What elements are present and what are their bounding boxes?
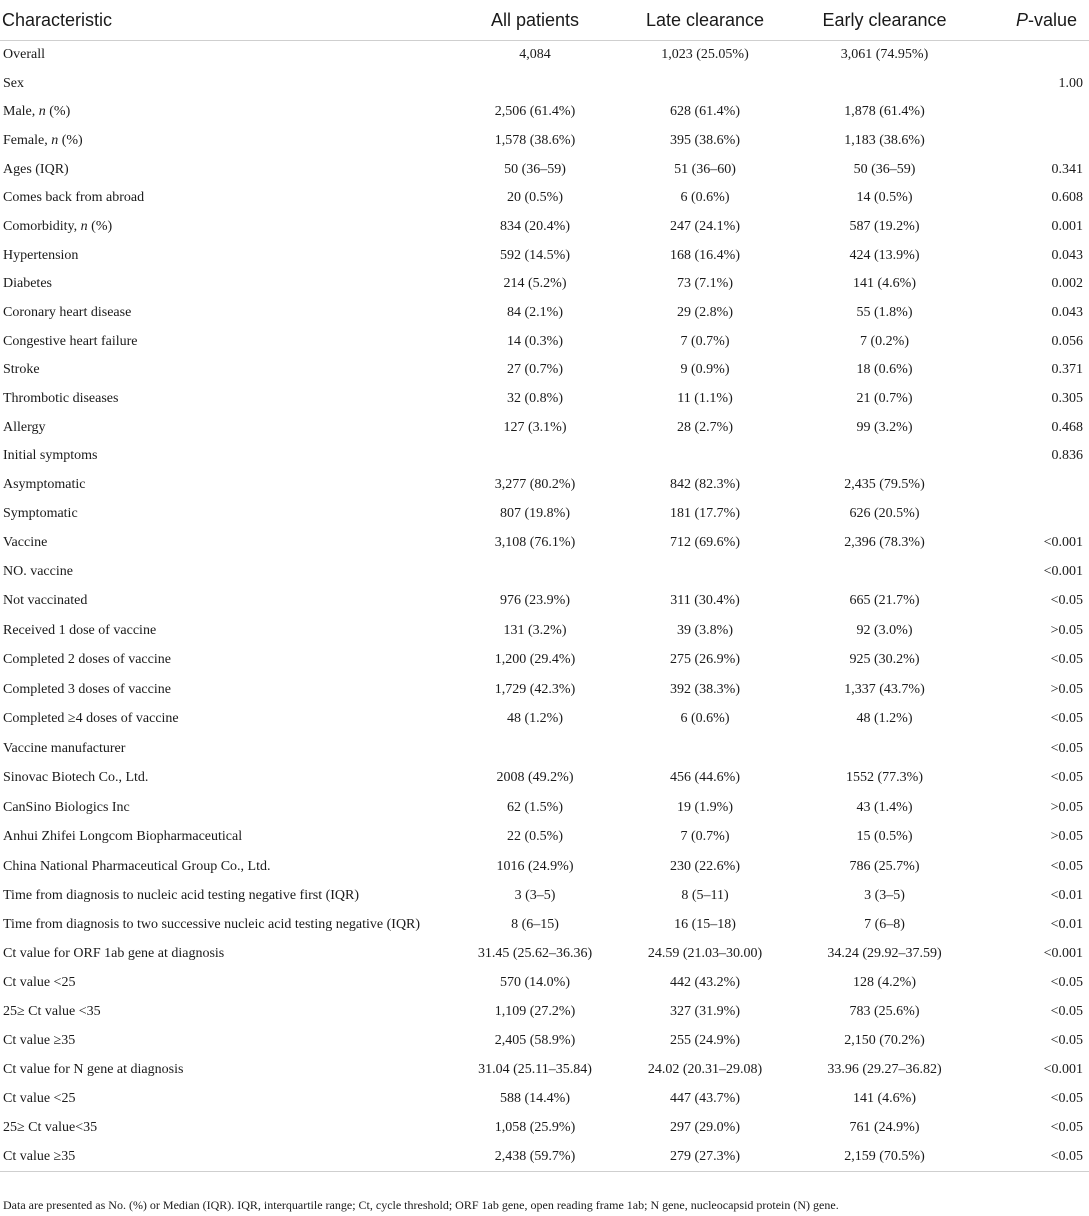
cell-characteristic: Congestive heart failure <box>3 333 138 349</box>
cell-p-value: <0.05 <box>1050 593 1083 609</box>
cell-characteristic: Vaccine manufacturer <box>3 740 126 756</box>
cell-all-patients: 62 (1.5%) <box>507 799 563 815</box>
cell-all-patients: 22 (0.5%) <box>507 829 563 845</box>
cell-late-clearance: 7 (0.7%) <box>680 333 730 349</box>
cell-all-patients: 570 (14.0%) <box>500 974 570 990</box>
cell-late-clearance <box>620 557 790 587</box>
cell-all-patients <box>450 557 620 587</box>
cell-p-value: 0.468 <box>1051 419 1083 435</box>
cell-late-clearance: 327 (31.9%) <box>670 1003 740 1019</box>
header-early-clearance: Early clearance <box>790 0 979 41</box>
cell-p-value: 0.608 <box>1051 190 1083 206</box>
cell-late-clearance <box>620 734 790 764</box>
cell-characteristic: Male, n (%) <box>3 104 71 120</box>
cell-early-clearance: 43 (1.4%) <box>856 799 913 815</box>
cell-late-clearance: 16 (15–18) <box>674 916 736 932</box>
cell-characteristic: Symptomatic <box>3 505 78 521</box>
cell-late-clearance: 255 (24.9%) <box>670 1032 740 1048</box>
cell-all-patients: 1,578 (38.6%) <box>494 132 576 148</box>
cell-characteristic: CanSino Biologics Inc <box>3 799 130 815</box>
cell-all-patients: 27 (0.7%) <box>507 362 563 378</box>
cell-late-clearance: 395 (38.6%) <box>670 132 740 148</box>
cell-early-clearance: 786 (25.7%) <box>849 858 920 874</box>
cell-p-value: <0.01 <box>1050 916 1083 932</box>
cell-early-clearance: 92 (3.0%) <box>856 622 913 638</box>
table-row <box>0 155 1089 184</box>
cell-early-clearance: 55 (1.8%) <box>856 305 913 321</box>
cell-early-clearance: 21 (0.7%) <box>856 391 913 407</box>
cell-early-clearance: 33.96 (29.27–36.82) <box>827 1061 942 1077</box>
table-row <box>0 616 1089 646</box>
cell-early-clearance: 424 (13.9%) <box>849 247 920 263</box>
table-row <box>0 184 1089 213</box>
cell-characteristic: Diabetes <box>3 276 52 292</box>
cell-p-value: <0.001 <box>1043 534 1083 550</box>
cell-all-patients: 3,108 (76.1%) <box>494 534 576 550</box>
cell-all-patients: 3,277 (80.2%) <box>494 477 576 493</box>
table-row <box>0 500 1089 529</box>
cell-late-clearance: 297 (29.0%) <box>670 1119 740 1135</box>
table-row <box>0 586 1089 616</box>
table-row <box>0 1084 1089 1113</box>
cell-late-clearance: 447 (43.7%) <box>670 1090 740 1106</box>
cell-characteristic: Completed ≥4 doses of vaccine <box>3 711 179 727</box>
cell-early-clearance: 7 (6–8) <box>864 916 905 932</box>
table-row <box>0 327 1089 356</box>
cell-early-clearance: 15 (0.5%) <box>856 829 913 845</box>
cell-late-clearance: 7 (0.7%) <box>680 829 730 845</box>
table-header <box>0 0 1089 41</box>
table-row <box>0 1142 1089 1171</box>
cell-late-clearance: 24.02 (20.31–29.08) <box>647 1061 763 1077</box>
cell-characteristic: Ct value <25 <box>3 974 76 990</box>
cell-all-patients: 588 (14.4%) <box>500 1090 570 1106</box>
table-row <box>0 41 1089 70</box>
cell-late-clearance: 392 (38.3%) <box>670 681 740 697</box>
table-row <box>0 241 1089 270</box>
table-row <box>0 1026 1089 1055</box>
cell-p-value: >0.05 <box>1050 681 1083 697</box>
cell-characteristic: Received 1 dose of vaccine <box>3 622 157 638</box>
cell-characteristic: Not vaccinated <box>3 593 88 609</box>
cell-all-patients: 4,084 <box>519 47 551 63</box>
cell-early-clearance: 34.24 (29.92–37.59) <box>827 945 942 961</box>
cell-p-value <box>979 127 1089 156</box>
cell-early-clearance: 2,435 (79.5%) <box>844 477 925 493</box>
cell-late-clearance: 9 (0.9%) <box>680 362 730 378</box>
cell-characteristic: Completed 2 doses of vaccine <box>3 652 171 668</box>
table-row <box>0 910 1089 939</box>
cell-all-patients: 3 (3–5) <box>514 887 556 903</box>
cell-characteristic: Ages (IQR) <box>3 161 69 177</box>
cell-characteristic: Time from diagnosis to nucleic acid testing negative first (IQR) <box>3 887 360 903</box>
cell-late-clearance <box>620 69 790 98</box>
cell-p-value: >0.05 <box>1050 622 1083 638</box>
table-row <box>0 413 1089 442</box>
table-row <box>0 763 1089 793</box>
cell-characteristic: Vaccine <box>3 534 48 550</box>
cell-characteristic: Comorbidity, n (%) <box>3 218 113 234</box>
table-footnote: Data are presented as No. (%) or Median (IQR). IQR, interquartile range; Ct, cycle threshold; ORF 1ab gene, open reading frame 1ab; N gene, nucleocapsid protein (N) gene. <box>3 1198 839 1212</box>
cell-early-clearance: 99 (3.2%) <box>856 419 913 435</box>
table-row <box>0 881 1089 910</box>
cell-early-clearance: 925 (30.2%) <box>849 652 920 668</box>
cell-late-clearance: 442 (43.2%) <box>670 974 740 990</box>
table-row <box>0 852 1089 882</box>
cell-p-value: 0.836 <box>1051 448 1083 464</box>
table-row <box>0 793 1089 823</box>
cell-all-patients: 131 (3.2%) <box>503 622 567 638</box>
cell-early-clearance: 7 (0.2%) <box>860 333 909 349</box>
table-row <box>0 299 1089 328</box>
cell-all-patients: 14 (0.3%) <box>507 333 563 349</box>
cell-all-patients <box>450 69 620 98</box>
cell-characteristic: Asymptomatic <box>3 477 86 493</box>
cell-early-clearance: 3,061 (74.95%) <box>840 47 929 63</box>
cell-characteristic: Sex <box>3 75 24 91</box>
cell-early-clearance: 3 (3–5) <box>864 887 905 903</box>
cell-all-patients: 84 (2.1%) <box>507 305 563 321</box>
table-row <box>0 1113 1089 1142</box>
table-row <box>0 127 1089 156</box>
cell-p-value: 0.001 <box>1051 218 1083 234</box>
cell-early-clearance: 18 (0.6%) <box>856 362 913 378</box>
cell-p-value: <0.001 <box>1043 563 1083 579</box>
cell-early-clearance: 141 (4.6%) <box>853 276 916 292</box>
cell-late-clearance: 8 (5–11) <box>681 887 729 903</box>
cell-late-clearance: 628 (61.4%) <box>670 104 740 120</box>
cell-all-patients: 50 (36–59) <box>504 161 566 177</box>
cell-p-value: <0.05 <box>1050 974 1083 990</box>
cell-p-value: 0.341 <box>1051 161 1083 177</box>
table-row <box>0 734 1089 764</box>
cell-characteristic: Ct value for ORF 1ab gene at diagnosis <box>3 945 225 961</box>
table-row <box>0 442 1089 471</box>
table-row <box>0 98 1089 127</box>
table-row <box>0 471 1089 500</box>
table-row <box>0 1055 1089 1084</box>
cell-all-patients: 2,506 (61.4%) <box>494 104 576 120</box>
cell-late-clearance: 230 (22.6%) <box>670 858 740 874</box>
cell-late-clearance: 311 (30.4%) <box>670 593 740 609</box>
cell-all-patients: 20 (0.5%) <box>507 190 563 206</box>
cell-p-value <box>979 41 1089 70</box>
table-row <box>0 822 1089 852</box>
cell-late-clearance: 73 (7.1%) <box>677 276 733 292</box>
cell-p-value: 0.056 <box>1051 333 1083 349</box>
cell-late-clearance: 6 (0.6%) <box>680 190 730 206</box>
cell-p-value <box>979 500 1089 529</box>
table-row <box>0 557 1089 587</box>
cell-p-value: <0.05 <box>1050 1003 1083 1019</box>
table-body <box>0 41 1089 1172</box>
cell-characteristic: Initial symptoms <box>3 448 98 464</box>
cell-early-clearance: 1552 (77.3%) <box>846 770 923 786</box>
cell-characteristic: NO. vaccine <box>3 563 73 579</box>
cell-late-clearance: 1,023 (25.05%) <box>661 47 749 63</box>
cell-early-clearance: 587 (19.2%) <box>849 218 920 234</box>
cell-early-clearance: 665 (21.7%) <box>849 593 920 609</box>
cell-late-clearance: 6 (0.6%) <box>680 711 730 727</box>
cell-characteristic: Anhui Zhifei Longcom Biopharmaceutical <box>3 829 243 845</box>
cell-characteristic: 25≥ Ct value<35 <box>3 1119 98 1135</box>
cell-all-patients: 592 (14.5%) <box>500 247 570 263</box>
cell-early-clearance <box>790 557 979 587</box>
table-row <box>0 645 1089 675</box>
cell-early-clearance: 1,183 (38.6%) <box>844 132 925 148</box>
cell-characteristic: Thrombotic diseases <box>3 391 119 407</box>
cell-p-value: <0.05 <box>1050 711 1083 727</box>
cell-late-clearance: 168 (16.4%) <box>670 247 740 263</box>
cell-early-clearance: 128 (4.2%) <box>853 974 916 990</box>
cell-all-patients: 1,200 (29.4%) <box>494 652 576 668</box>
cell-p-value: <0.05 <box>1050 770 1083 786</box>
cell-characteristic: Hypertension <box>3 247 79 263</box>
cell-p-value: >0.05 <box>1050 829 1083 845</box>
cell-late-clearance <box>620 442 790 471</box>
table-row <box>0 270 1089 299</box>
cell-all-patients: 2,438 (59.7%) <box>450 1142 620 1171</box>
table-row <box>0 213 1089 242</box>
cell-early-clearance: 2,150 (70.2%) <box>844 1032 925 1048</box>
cell-characteristic: Coronary heart disease <box>3 305 132 321</box>
cell-early-clearance: 1,878 (61.4%) <box>844 104 925 120</box>
cell-p-value: 0.002 <box>1051 276 1083 292</box>
table-row <box>0 69 1089 98</box>
cell-late-clearance: 19 (1.9%) <box>677 799 733 815</box>
cell-all-patients: 1,058 (25.9%) <box>494 1119 576 1135</box>
cell-p-value: <0.05 <box>1050 1090 1083 1106</box>
header-late-clearance: Late clearance <box>620 0 790 41</box>
cell-characteristic: Ct value <25 <box>3 1090 76 1106</box>
cell-characteristic: Comes back from abroad <box>3 190 145 206</box>
table-row <box>0 675 1089 705</box>
cell-all-patients: 32 (0.8%) <box>507 391 563 407</box>
cell-all-patients: 8 (6–15) <box>511 916 559 932</box>
cell-late-clearance: 51 (36–60) <box>674 161 736 177</box>
cell-p-value: <0.05 <box>1050 652 1083 668</box>
cell-early-clearance <box>790 69 979 98</box>
cell-characteristic: Sinovac Biotech Co., Ltd. <box>3 770 149 786</box>
cell-characteristic: 25≥ Ct value <35 <box>3 1003 101 1019</box>
cell-early-clearance: 141 (4.6%) <box>853 1090 916 1106</box>
cell-late-clearance: 11 (1.1%) <box>677 391 733 407</box>
cell-early-clearance: 50 (36–59) <box>853 161 916 177</box>
cell-p-value: <0.01 <box>1050 887 1083 903</box>
table-row <box>0 997 1089 1026</box>
cell-all-patients: 1016 (24.9%) <box>496 858 574 874</box>
cell-late-clearance: 275 (26.9%) <box>670 652 740 668</box>
table-row <box>0 356 1089 385</box>
cell-all-patients: 976 (23.9%) <box>500 593 570 609</box>
cell-p-value: 0.371 <box>1051 362 1083 378</box>
cell-all-patients: 2,405 (58.9%) <box>494 1032 576 1048</box>
cell-characteristic: Stroke <box>3 362 40 378</box>
cell-all-patients <box>450 734 620 764</box>
cell-all-patients: 214 (5.2%) <box>503 276 567 292</box>
cell-all-patients: 31.45 (25.62–36.36) <box>477 945 593 961</box>
cell-p-value: 0.305 <box>1051 391 1083 407</box>
cell-p-value: >0.05 <box>1050 799 1083 815</box>
cell-p-value: <0.05 <box>1050 1032 1083 1048</box>
cell-characteristic: Overall <box>3 47 45 63</box>
table-row <box>0 704 1089 734</box>
header-p-value: P-value <box>979 0 1089 41</box>
cell-late-clearance: 181 (17.7%) <box>670 505 740 521</box>
cell-characteristic: Female, n (%) <box>3 132 83 148</box>
table-row <box>0 528 1089 557</box>
cell-early-clearance <box>790 734 979 764</box>
cell-early-clearance: 783 (25.6%) <box>849 1003 920 1019</box>
cell-characteristic: China National Pharmaceutical Group Co., Ltd. <box>3 858 271 874</box>
cell-all-patients: 807 (19.8%) <box>500 505 570 521</box>
cell-early-clearance: 48 (1.2%) <box>856 711 913 727</box>
cell-all-patients: 1,729 (42.3%) <box>494 681 576 697</box>
cell-characteristic: Allergy <box>3 419 46 435</box>
cell-late-clearance: 28 (2.7%) <box>677 419 733 435</box>
cell-p-value: 0.043 <box>1051 305 1083 321</box>
cell-late-clearance: 712 (69.6%) <box>670 534 740 550</box>
table-row <box>0 968 1089 997</box>
cell-characteristic: Time from diagnosis to two successive nucleic acid testing negative (IQR) <box>3 916 421 932</box>
cell-all-patients: 48 (1.2%) <box>507 711 563 727</box>
cell-late-clearance: 39 (3.8%) <box>677 622 733 638</box>
cell-p-value <box>979 98 1089 127</box>
cell-all-patients <box>450 442 620 471</box>
cell-late-clearance: 456 (44.6%) <box>670 770 740 786</box>
cell-p-value: <0.001 <box>1043 1061 1083 1077</box>
cell-characteristic: Ct value ≥35 <box>3 1032 76 1048</box>
cell-characteristic: Ct value for N gene at diagnosis <box>3 1061 184 1077</box>
cell-p-value: 1.00 <box>1058 75 1083 91</box>
cell-late-clearance: 842 (82.3%) <box>670 477 740 493</box>
cell-early-clearance <box>790 442 979 471</box>
cell-p-value: <0.001 <box>1043 945 1083 961</box>
cell-early-clearance: 2,396 (78.3%) <box>844 534 925 550</box>
cell-all-patients: 127 (3.1%) <box>503 419 567 435</box>
header-row <box>0 0 1089 41</box>
cell-p-value: <0.05 <box>1050 1119 1083 1135</box>
cell-p-value: <0.05 <box>1050 740 1083 756</box>
cell-p-value: <0.05 <box>979 1142 1089 1171</box>
cell-characteristic: Ct value ≥35 <box>0 1142 450 1171</box>
cell-p-value <box>979 471 1089 500</box>
cell-early-clearance: 2,159 (70.5%) <box>790 1142 979 1171</box>
header-all-patients: All patients <box>450 0 620 41</box>
cell-p-value: 0.043 <box>1051 247 1083 263</box>
cell-late-clearance: 24.59 (21.03–30.00) <box>647 945 763 961</box>
cell-all-patients: 2008 (49.2%) <box>496 770 574 786</box>
cell-late-clearance: 247 (24.1%) <box>670 218 740 234</box>
cell-early-clearance: 761 (24.9%) <box>849 1119 920 1135</box>
cell-early-clearance: 14 (0.5%) <box>856 190 913 206</box>
cell-all-patients: 834 (20.4%) <box>500 218 570 234</box>
table-row <box>0 385 1089 414</box>
cell-late-clearance: 279 (27.3%) <box>620 1142 790 1171</box>
header-characteristic: Characteristic <box>0 0 450 41</box>
table-row <box>0 939 1089 968</box>
cell-all-patients: 31.04 (25.11–35.84) <box>478 1061 592 1077</box>
cell-early-clearance: 1,337 (43.7%) <box>844 681 925 697</box>
cell-early-clearance: 626 (20.5%) <box>849 505 920 521</box>
cell-late-clearance: 29 (2.8%) <box>677 305 733 321</box>
cell-characteristic: Completed 3 doses of vaccine <box>3 681 171 697</box>
cell-p-value: <0.05 <box>1050 858 1083 874</box>
cell-all-patients: 1,109 (27.2%) <box>494 1003 576 1019</box>
